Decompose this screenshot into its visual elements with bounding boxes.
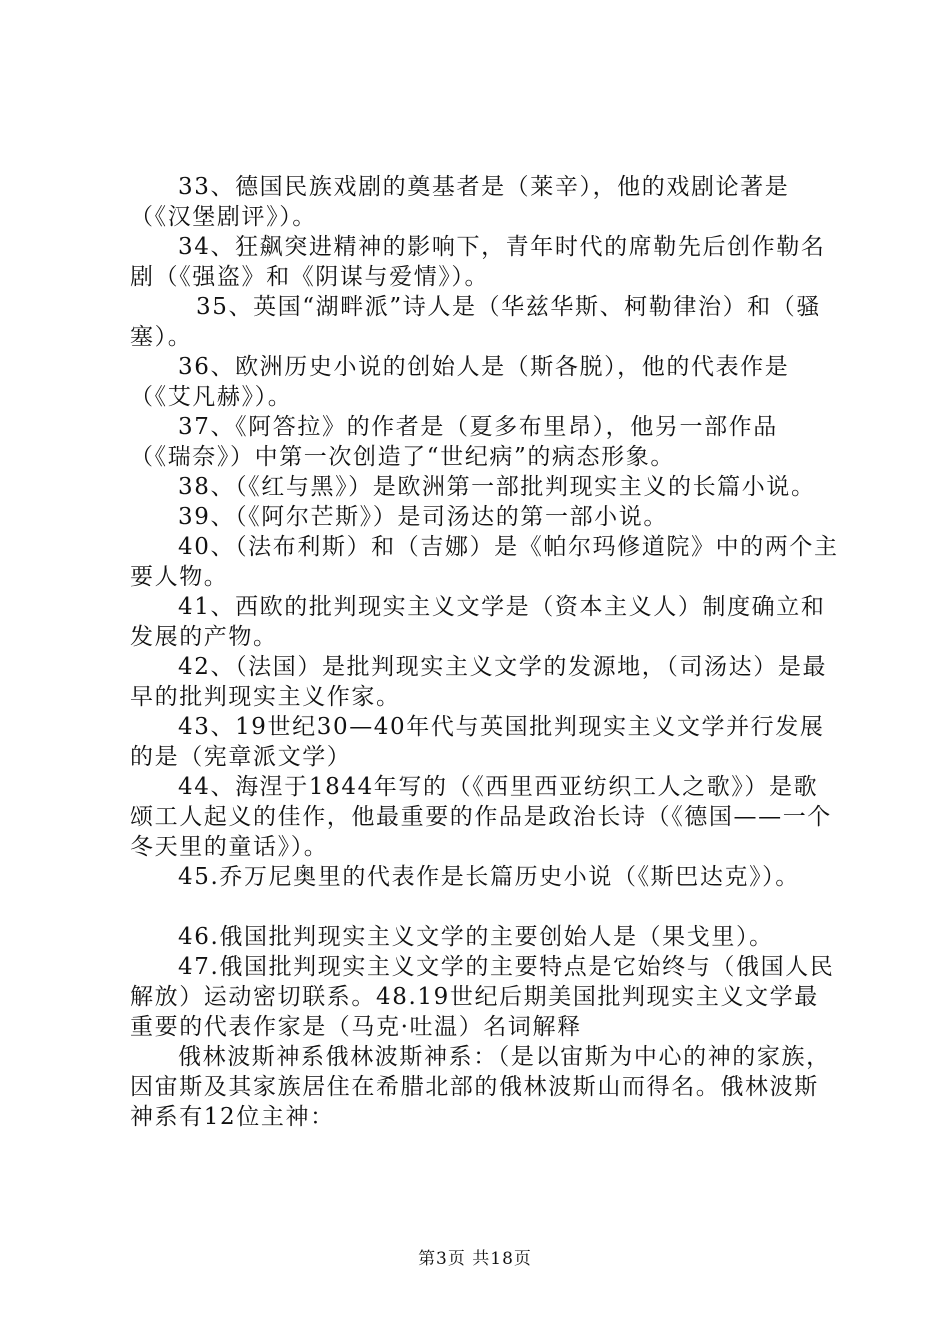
paragraph-35: 35、英国“湖畔派”诗人是（华兹华斯、柯勒律治）和（骚塞）。 bbox=[130, 294, 821, 350]
paragraph-46: 46.俄国批判现实主义文学的主要创始人是（果戈里）。 bbox=[178, 924, 774, 950]
paragraph-olympian-gods: 俄林波斯神系俄林波斯神系：（是以宙斯为中心的神的家族，因宙斯及其家族居住在希腊北部的俄林波斯山而得名。俄林波斯神系有12位主神： bbox=[130, 1044, 831, 1130]
document-body bbox=[130, 172, 840, 1132]
paragraph-41: 41、西欧的批判现实主义文学是（资本主义人）制度确立和发展的产物。 bbox=[130, 594, 826, 650]
paragraph-34: 34、狂飙突进精神的影响下，青年时代的席勒先后创作勒名剧（《强盗》和《阴谋与爱情》）。 bbox=[130, 234, 826, 290]
paragraph-37: 37、《阿答拉》的作者是（夏多布里昂），他另一部作品（《瑞奈》）中第一次创造了“世纪病”的病态形象。 bbox=[130, 414, 778, 470]
paragraph-47-48: 47.俄国批判现实主义文学的主要特点是它始终与（俄国人民解放）运动密切联系。48.19世纪后期美国批判现实主义文学最重要的代表作家是（马克·吐温）名词解释 bbox=[130, 954, 835, 1040]
paragraph-36: 36、欧洲历史小说的创始人是（斯各脱），他的代表作是（《艾凡赫》）。 bbox=[130, 354, 790, 410]
paragraph-43: 43、19世纪30—40年代与英国批判现实主义文学并行发展的是（宪章派文学） bbox=[130, 714, 825, 770]
paragraph-45: 45.乔万尼奥里的代表作是长篇历史小说（《斯巴达克》）。 bbox=[178, 864, 800, 890]
paragraph-40: 40、（法布利斯）和（吉娜）是《帕尔玛修道院》中的两个主要人物。 bbox=[130, 534, 839, 590]
page-number-footer: 第3页 共18页 bbox=[418, 1249, 532, 1269]
paragraph-42: 42、（法国）是批判现实主义文学的发源地，（司汤达）是最早的批判现实主义作家。 bbox=[130, 654, 828, 710]
paragraph-33: 33、德国民族戏剧的奠基者是（莱辛），他的戏剧论著是（《汉堡剧评》）。 bbox=[130, 174, 790, 230]
paragraph-44: 44、海涅于1844年写的（《西里西亚纺织工人之歌》）是歌颂工人起义的佳作，他最重要的作品是政治长诗（《德国——一个冬天里的童话》）。 bbox=[130, 774, 832, 860]
paragraph-39: 39、（《阿尔芒斯》）是司汤达的第一部小说。 bbox=[178, 504, 668, 530]
paragraph-38: 38、（《红与黑》）是欧洲第一部批判现实主义的长篇小说。 bbox=[178, 474, 816, 500]
